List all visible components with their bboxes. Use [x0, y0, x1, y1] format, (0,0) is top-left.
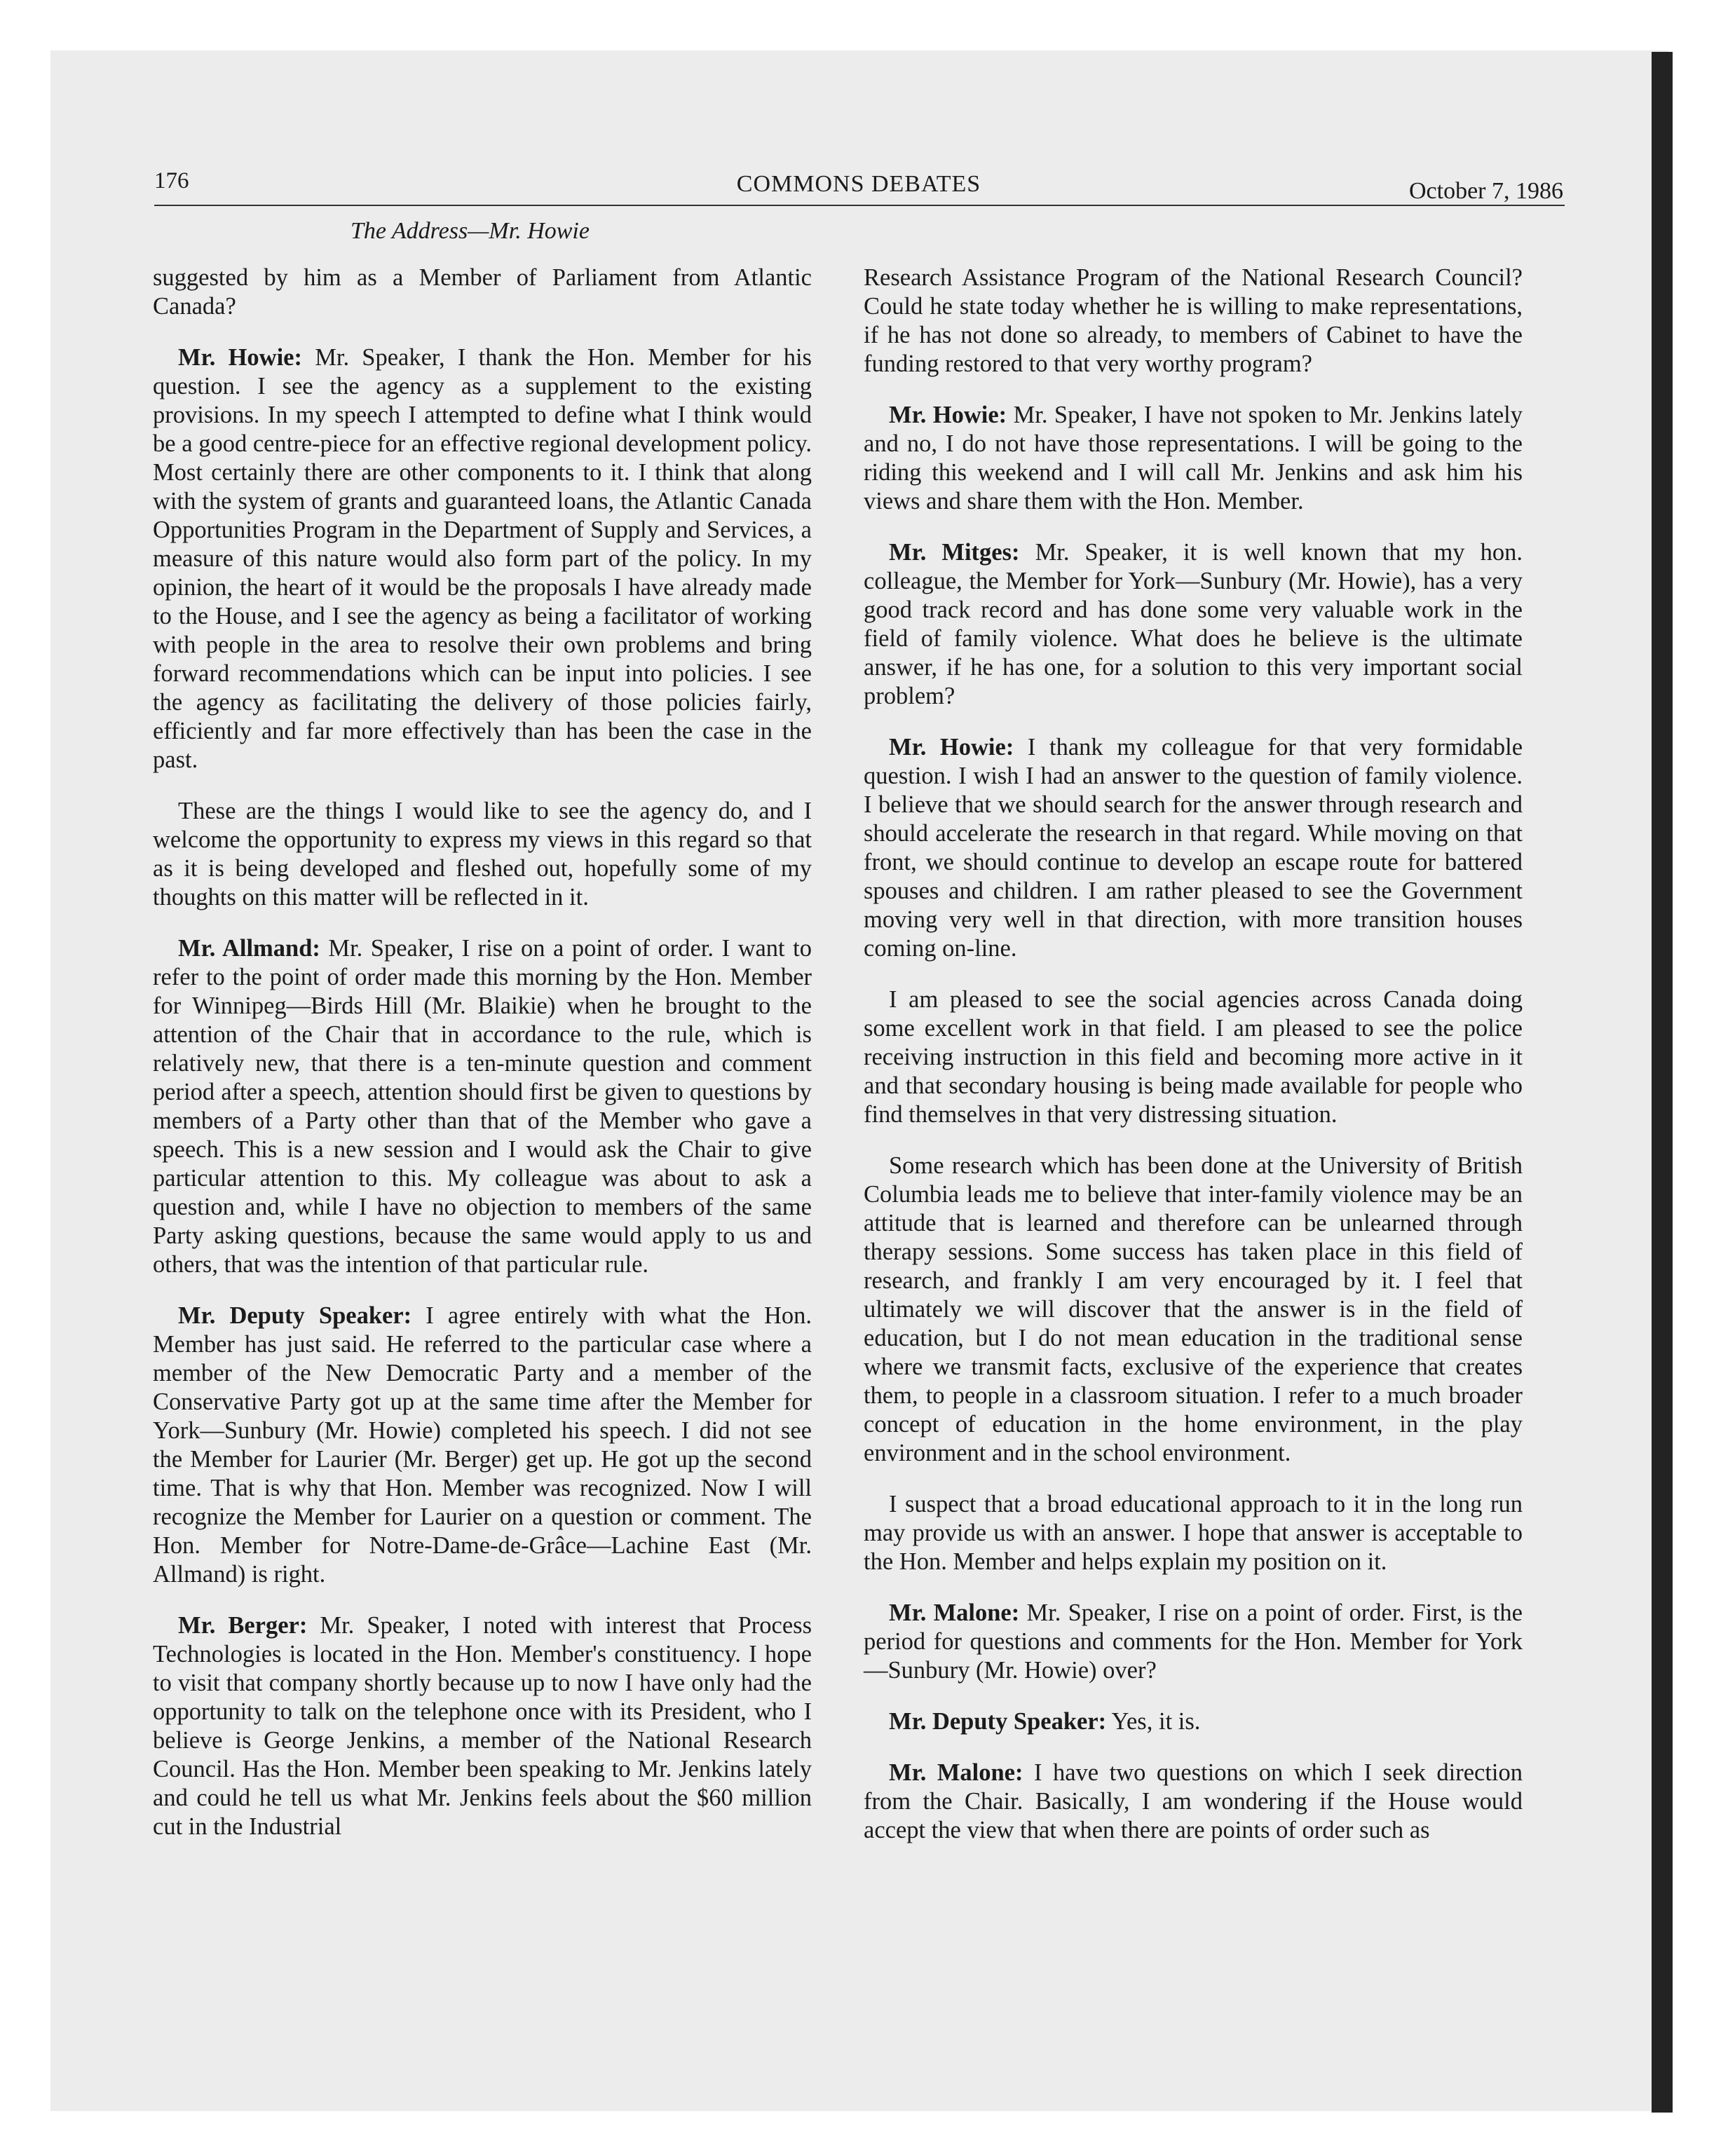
speaker-name: Mr. Howie: [889, 402, 1007, 428]
speaker-name: Mr. Deputy Speaker: [889, 1708, 1107, 1735]
paragraph [864, 1490, 1523, 1576]
paragraph-text: suggested by him as a Member of Parliament from Atlantic Canada? [153, 264, 812, 320]
paragraph-text: I thank my colleague for that very formidable question. I wish I had an answer to the question of family violence. I believe that we should search for the answer through research and should accelerate the research in that regard. While moving on that front, we should continue to develop an escape route for battered spouses and children. I am rather pleased to see the Government moving very well in that direction, with more transition houses coming on-line. [864, 734, 1523, 962]
paragraph-text: Mr. Speaker, I have not spoken to Mr. Jenkins lately and no, I do not have those representations. I will be going to the riding this weekend and I will call Mr. Jenkins and ask him his views and share them with the Hon. Member. [864, 402, 1523, 514]
journal-title: COMMONS DEBATES [736, 171, 981, 197]
paragraph [864, 264, 1523, 378]
speaker-name: Mr. Deputy Speaker: [178, 1302, 412, 1329]
paragraph [864, 1759, 1523, 1845]
paragraph-text: I agree entirely with what the Hon. Member has just said. He referred to the particular case where a member of the New Democratic Party and a member of the Conservative Party got up at the same time after the Member for York—Sunbury (Mr. Howie) completed his speech. I did not see the Member for Laurier (Mr. Berger) get up. He got up the second time. That is why that Hon. Member was recognized. Now I will recognize the Member for Laurier on a question or comment. The Hon. Member for Notre-Dame-de-Grâce—Lachine East (Mr. Allmand) is right. [153, 1302, 812, 1588]
paragraph-text: Yes, it is. [1111, 1708, 1201, 1735]
paragraph [864, 1152, 1523, 1468]
paragraph [153, 1611, 812, 1841]
speaker-name: Mr. Allmand: [178, 935, 320, 962]
paragraph [153, 934, 812, 1279]
speaker-name: Mr. Howie: [889, 734, 1014, 760]
paragraph-text: Mr. Speaker, I rise on a point of order. I want to refer to the point of order made this morning by the Hon. Member for Winnipeg—Birds Hill (Mr. Blaikie) when he brought to the attention of the Chair that in accordance to the rule, which is relatively new, that there is a ten-minute question and comment period after a speech, attention should first be given to questions by members of a Party other than that of the Member who gave a speech. This is a new session and I would ask the Chair to give particular attention to this. My colleague was about to ask a question and, while I have no objection to members of the same Party asking questions, because the same would apply to us and others, that was the intention of that particular rule. [153, 935, 812, 1278]
right-column [864, 264, 1523, 1867]
left-column [153, 264, 812, 1864]
paragraph-text: Mr. Speaker, it is well known that my hon. colleague, the Member for York—Sunbury (Mr. Howie), has a very good track record and has done some very valuable work in the field of family violence. What does he believe is the ultimate answer, if he has one, for a solution to this very important social problem? [864, 539, 1523, 709]
running-title: The Address—Mr. Howie [351, 218, 590, 244]
page-header [154, 163, 1563, 205]
paragraph [864, 1599, 1523, 1685]
speaker-name: Mr. Mitges: [889, 539, 1020, 566]
paragraph-text: Mr. Speaker, I rise on a point of order. First, is the period for questions and comments for the Hon. Member for York—Sunbury (Mr. Howie) over? [864, 1599, 1523, 1684]
paragraph-text: These are the things I would like to see the agency do, and I welcome the opportunity to express my views in this regard so that as it is being developed and fleshed out, hopefully some of my thoughts on this matter will be reflected in it. [153, 798, 812, 910]
speaker-name: Mr. Malone: [889, 1599, 1020, 1626]
speaker-name: Mr. Malone: [889, 1759, 1023, 1786]
paragraph [153, 1302, 812, 1589]
paragraph [864, 538, 1523, 711]
paragraph-text: I suspect that a broad educational approach to it in the long run may provide us with an answer. I hope that answer is acceptable to the Hon. Member and helps explain my position on it. [864, 1491, 1523, 1575]
paragraph [864, 733, 1523, 963]
paragraph-text: Research Assistance Program of the National Research Council? Could he state today whether he is willing to make representations, if he has not done so already, to members of Cabinet to have the funding restored to that very worthy program? [864, 264, 1523, 377]
scan-edge-shadow [1652, 52, 1673, 2113]
paragraph [864, 985, 1523, 1129]
paragraph [864, 401, 1523, 516]
paragraph-text: Mr. Speaker, I thank the Hon. Member for his question. I see the agency as a supplement to the existing provisions. In my speech I attempted to define what I think would be a good centre-piece for an effective regional development policy. Most certainly there are other components to it. I think that along with the system of grants and guaranteed loans, the Atlantic Canada Opportunities Program in the Department of Supply and Services, a measure of this nature would also form part of the policy. In my opinion, the heart of it would be the proposals I have already made to the House, and I see the agency as being a facilitator of working with people in the area to resolve their own problems and bring forward recommendations which can be input into policies. I see the agency as facilitating the delivery of those policies fairly, efficiently and far more effectively than has been the case in the past. [153, 344, 812, 773]
page-number: 176 [154, 168, 189, 193]
paragraph [153, 264, 812, 321]
speaker-name: Mr. Howie: [178, 344, 302, 371]
paragraph-text: I have two questions on which I seek direction from the Chair. Basically, I am wondering if the House would accept the view that when there are points of order such as [864, 1759, 1523, 1843]
speaker-name: Mr. Berger: [178, 1612, 308, 1639]
paragraph [864, 1707, 1523, 1736]
paragraph [153, 797, 812, 912]
paragraph-text: Mr. Speaker, I noted with interest that Process Technologies is located in the Hon. Member's constituency. I hope to visit that company shortly because up to now I have only had the opportunity to talk on the telephone once with its President, who I believe is George Jenkins, a member of the National Research Council. Has the Hon. Member been speaking to Mr. Jenkins lately and could he tell us what Mr. Jenkins feels about the $60 million cut in the Industrial [153, 1612, 812, 1840]
paragraph [153, 343, 812, 775]
paragraph-text: I am pleased to see the social agencies across Canada doing some excellent work in that field. I am pleased to see the police receiving instruction in this field and becoming more active in it and that secondary housing is being made available for people who find themselves in that very distressing situation. [864, 986, 1523, 1128]
paragraph-text: Some research which has been done at the University of British Columbia leads me to believe that inter-family violence may be an attitude that is learned and therefore can be unlearned through therapy sessions. Some success has taken place in this field of research, and frankly I am very encouraged by it. I feel that ultimately we will discover that the answer is in the field of education, but I do not mean education in the traditional sense where we transmit facts, exclusive of the experience that creates them, to people in a classroom situation. I refer to a much broader concept of education in the home environment, in the play environment and in the school environment. [864, 1152, 1523, 1466]
header-date: October 7, 1986 [1408, 178, 1563, 204]
header-rule [154, 205, 1565, 206]
